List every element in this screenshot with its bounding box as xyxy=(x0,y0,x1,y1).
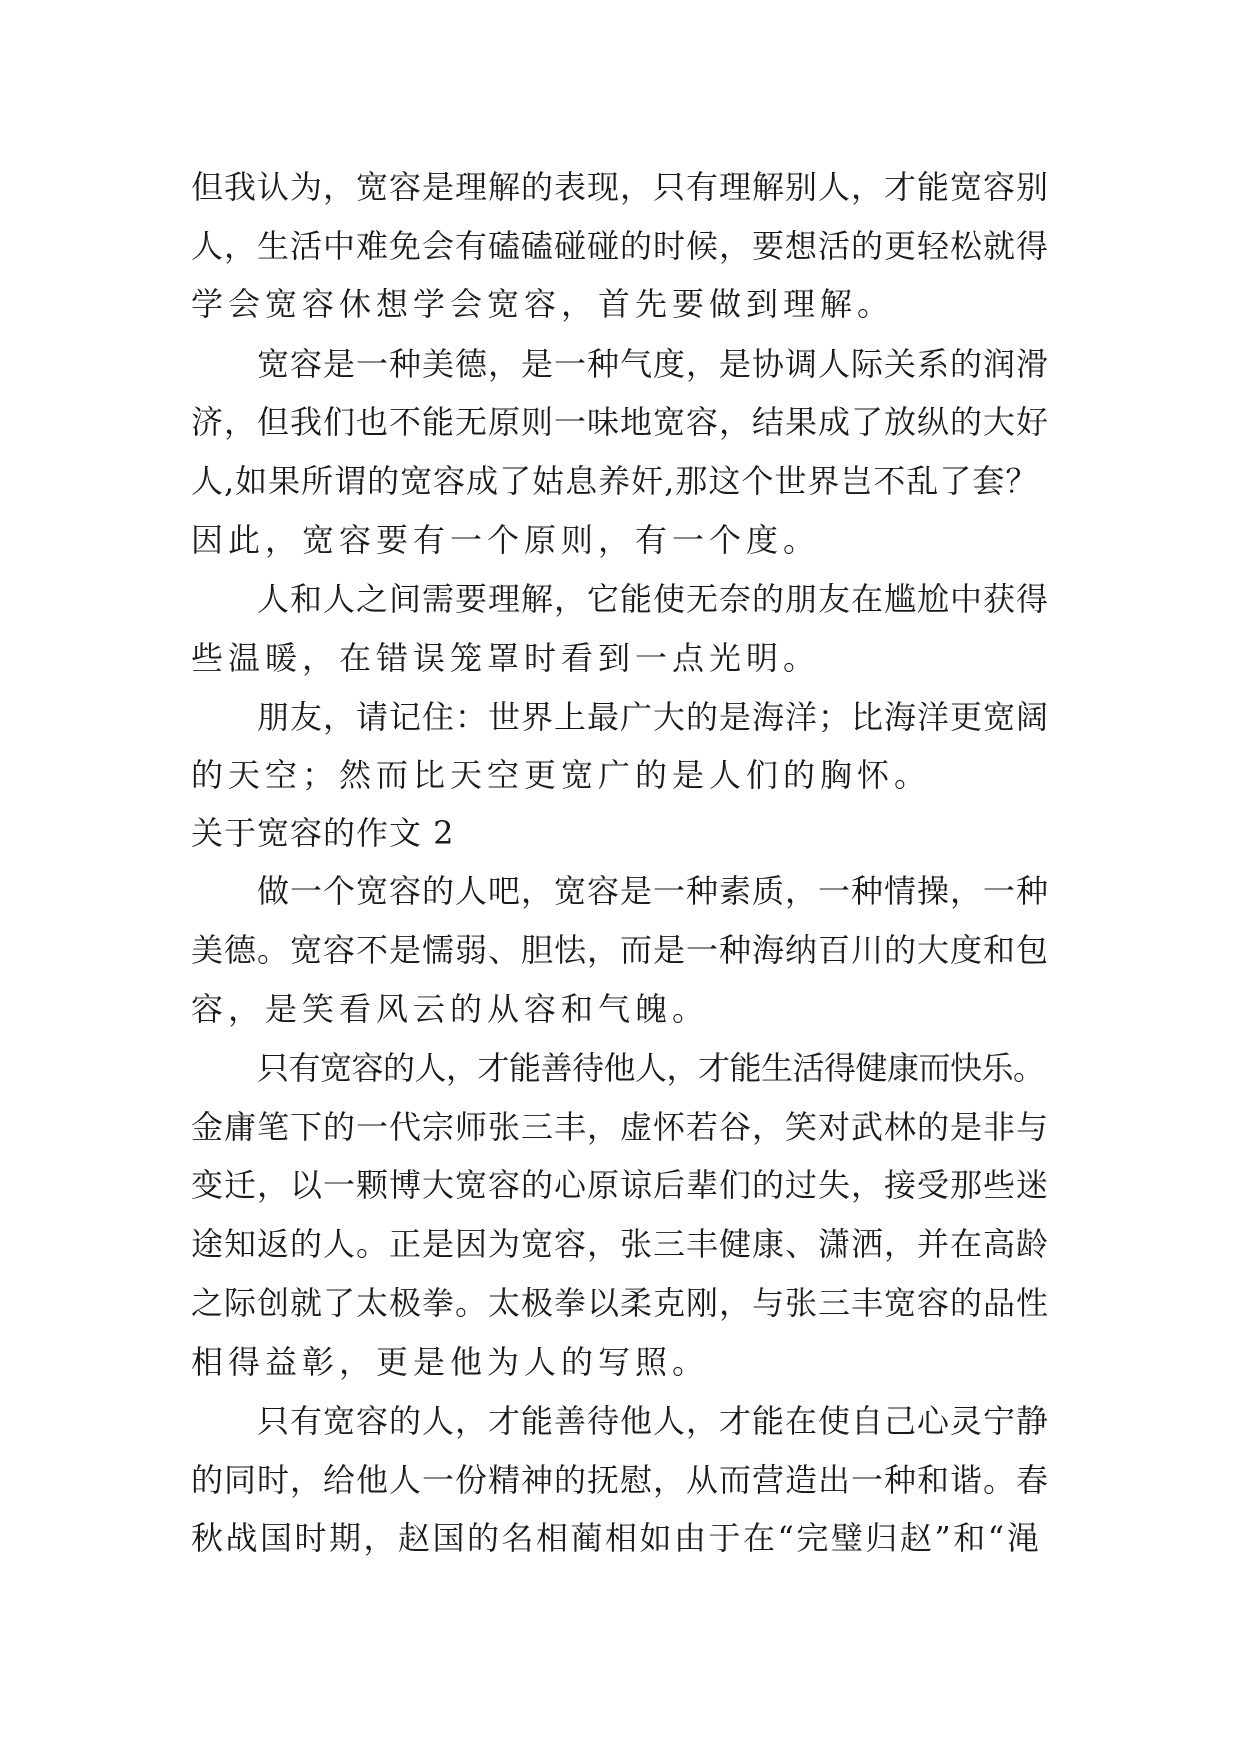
text-line: 人，生活中难免会有磕磕碰碰的时候，要想活的更轻松就得 xyxy=(191,227,1050,265)
text-line: 只有宽容的人，才能善待他人，才能在使自己心灵宁静 xyxy=(257,1402,1050,1440)
text-line: 金庸笔下的一代宗师张三丰，虚怀若谷，笑对武林的是非与 xyxy=(191,1108,1050,1146)
text-line: 途知返的人。正是因为宽容，张三丰健康、潇洒，并在高龄 xyxy=(191,1225,1050,1263)
text-line: 人和人之间需要理解，它能使无奈的朋友在尴尬中获得 xyxy=(257,580,1050,618)
text-line: 之际创就了太极拳。太极拳以柔克刚，与张三丰宽容的品性 xyxy=(191,1284,1050,1322)
text-line: 些温暖，在错误笼罩时看到一点光明。 xyxy=(191,639,821,677)
text-line: 学会宽容休想学会宽容，首先要做到理解。 xyxy=(191,285,895,323)
text-line: 的天空；然而比天空更宽广的是人们的胸怀。 xyxy=(191,756,932,794)
text-line: 宽容是一种美德，是一种气度，是协调人际关系的润滑 xyxy=(257,345,1050,383)
text-line: 做一个宽容的人吧，宽容是一种素质，一种情操，一种 xyxy=(257,872,1050,910)
section-heading: 关于宽容的作文 2 xyxy=(191,814,455,852)
text-line: 的同时，给他人一份精神的抚慰，从而营造出一种和谐。春 xyxy=(191,1461,1050,1499)
document-page xyxy=(191,0,1051,1754)
text-line: 但我认为，宽容是理解的表现，只有理解别人，才能宽容别 xyxy=(191,168,1050,206)
text-line: 相得益彰，更是他为人的写照。 xyxy=(191,1343,710,1381)
text-line: 美德。宽容不是懦弱、胆怯，而是一种海纳百川的大度和包 xyxy=(191,931,1050,969)
text-line: 因此，宽容要有一个原则，有一个度。 xyxy=(191,521,821,559)
text-line: 容，是笑看风云的从容和气魄。 xyxy=(191,990,710,1028)
text-line: 济，但我们也不能无原则一味地宽容，结果成了放纵的大好 xyxy=(191,403,1050,441)
text-line: 只有宽容的人，才能善待他人，才能生活得健康而快乐。 xyxy=(257,1049,1045,1087)
text-line: 人,如果所谓的宽容成了姑息养奸,那这个世界岂不乱了套？ xyxy=(191,462,1039,500)
text-line: 朋友，请记住：世界上最广大的是海洋；比海洋更宽阔 xyxy=(257,698,1050,736)
text-line: 秋战国时期，赵国的名相蔺相如由于在“完璧归赵”和“渑 xyxy=(191,1519,1042,1557)
text-line: 变迁，以一颗博大宽容的心原谅后辈们的过失，接受那些迷 xyxy=(191,1166,1050,1204)
